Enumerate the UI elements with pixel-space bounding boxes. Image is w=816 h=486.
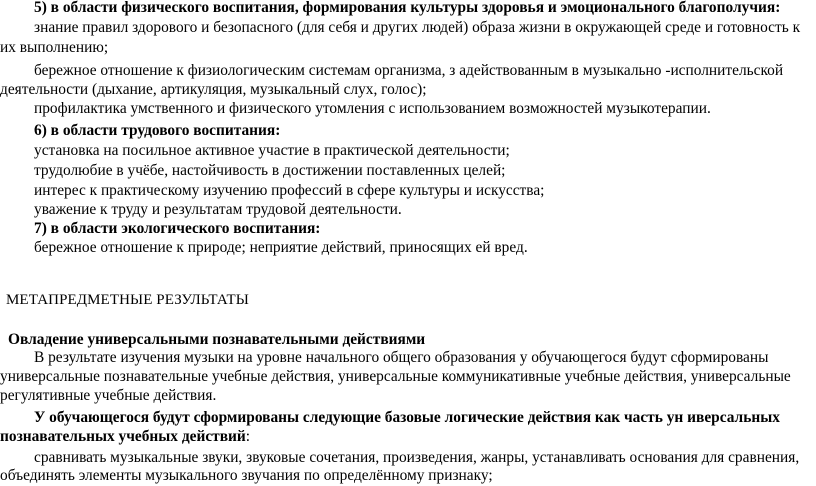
section6-item4: уважение к труду и результатам трудовой деятельности. xyxy=(34,201,402,218)
section6-heading: 6) в области трудового воспитания: xyxy=(34,122,281,139)
section5-item2-line2: деятельности (дыхание, артикуляция, музыкальный слух, голос); xyxy=(0,81,427,98)
para2-line1: У обучающегося будут сформированы следующие базовые логические действия как часть ун иверсальных xyxy=(34,409,780,426)
section6-item2: трудолюбие в учёбе, настойчивость в достижении поставленных целей; xyxy=(34,162,506,179)
section5-item1-line1: знание правил здорового и безопасного (для себя и других людей) образа жизни в окружающей среде и готовность к xyxy=(34,19,801,36)
section5-heading: 5) в области физического воспитания, формирования культуры здоровья и эмоционального благополучия: xyxy=(34,0,781,16)
section5-item1-line2: их выполнению; xyxy=(0,39,109,56)
section7-item1: бережное отношение к природе; неприятие действий, приносящих ей вред. xyxy=(34,239,528,256)
section7-heading: 7) в области экологического воспитания: xyxy=(34,220,321,237)
para1-line1: В результате изучения музыки на уровне начального общего образования у обучающегося будут сформированы xyxy=(34,349,769,366)
para3-line2: объединять элементы музыкального звучания по определённому признаку; xyxy=(0,467,493,484)
section5-item3: профилактика умственного и физического утомления с использованием возможностей музыкотерапии. xyxy=(34,100,711,117)
meta-results-title: МЕТАПРЕДМЕТНЫЕ РЕЗУЛЬТАТЫ xyxy=(6,292,249,308)
para2-colon: : xyxy=(245,428,251,445)
para3-line1: сравнивать музыкальные звуки, звуковые сочетания, произведения, жанры, устанавливать основания для сравнения, xyxy=(34,449,800,466)
section5-item2-line1: бережное отношение к физиологическим системам организма, з адействованным в музыкально -исполнительской xyxy=(34,62,784,79)
subsection-title: Овладение универсальными познавательными действиями xyxy=(8,331,426,348)
para1-line2: универсальные познавательные учебные действия, универсальные коммуникативные учебные действия, универсальные xyxy=(0,368,791,385)
section6-item1: установка на посильное активное участие в практической деятельности; xyxy=(34,142,510,159)
para2-line2-wrap xyxy=(0,427,250,447)
para1-line3: регулятивные учебные действия. xyxy=(0,387,217,404)
para2-line2: познавательных учебных действий xyxy=(0,428,246,445)
section6-item3: интерес к практическому изучению профессий в сфере культуры и искусства; xyxy=(34,182,545,199)
